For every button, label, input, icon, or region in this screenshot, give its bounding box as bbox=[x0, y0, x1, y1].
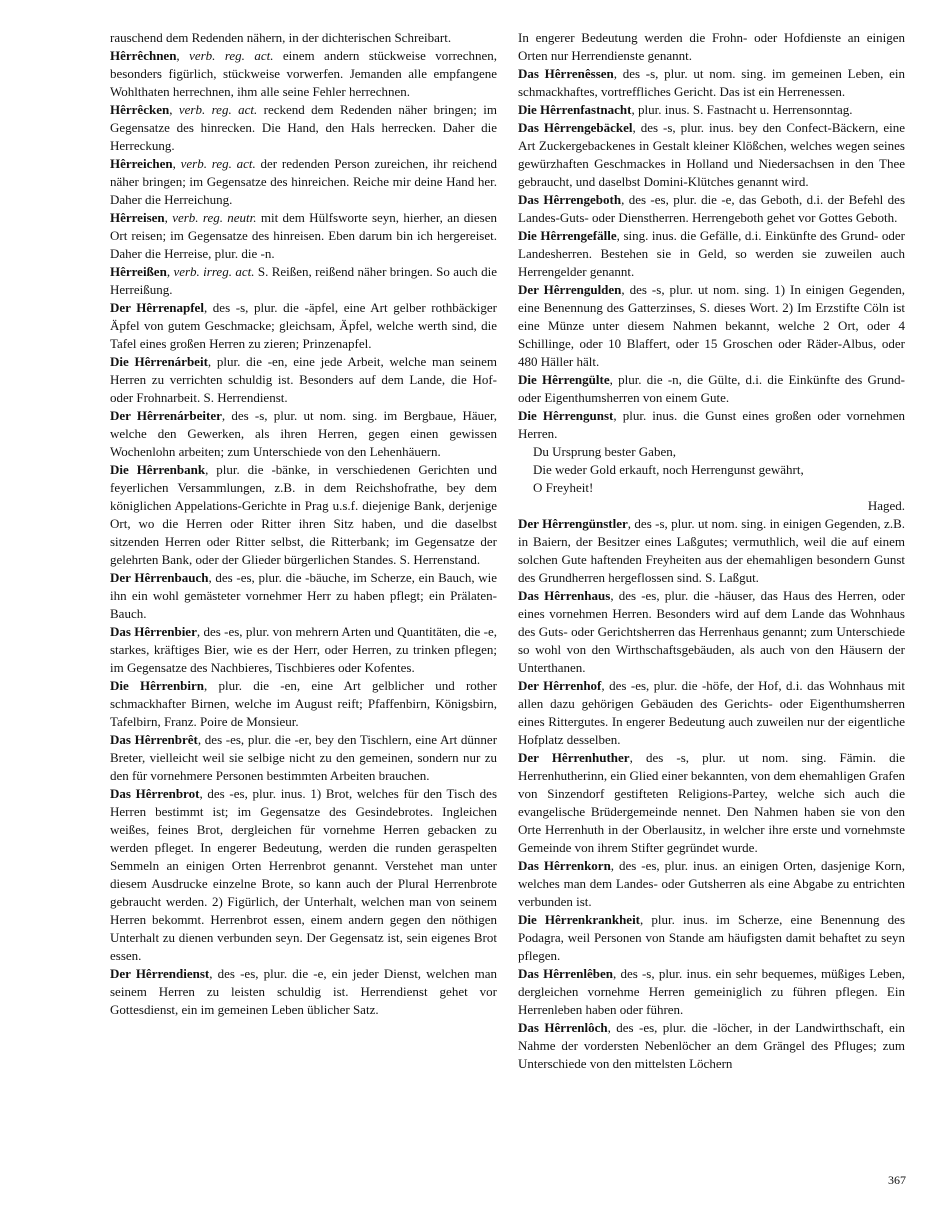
entry-definition: des -s, plur. ut nom. sing. im Bergbaue, Häuer, welche den Gewerken, als ihren Herren, gegen einen gewissen Wochenlohn arbeiten; zum Unterschiede von den Lehenhäuern. bbox=[110, 408, 498, 459]
entry-definition: mit dem Hülfsworte seyn, hierher, an diesen Ort reisen; im Gegensatze des hinreisen. Eben darum bin ich hergereiset. Daher die Herreise, plur. die -n. bbox=[110, 210, 498, 261]
entry-definition: des -s, plur. ut nom. sing. 1) In einigen Gegenden, eine Benennung des Gatterzinses, S. dieses Wort. 2) Im Erzstifte Cöln ist eine Münze unter diesem Nahmen bekannt, welche 2 Ort, oder 4 Schillinge, oder 10 Blaffert, oder 15 Groschen oder Räder-Albus, oder 480 Häller hält. bbox=[518, 282, 906, 369]
entry-headword: Das Hêrrengebäckel bbox=[518, 120, 633, 135]
quote-line: O Freyheit! bbox=[533, 480, 594, 495]
dictionary-entry: Hêrreisen, verb. reg. neutr. mit dem Hülfsworte seyn, hierher, an diesen Ort reisen; im Gegensatze des hinreisen. Eben darum bin ich hergereiset. Daher die Herreise, plur. die -n. bbox=[110, 210, 498, 261]
dictionary-entry: Hêrrêchnen, verb. reg. act. einem andern stückweise vorrechnen, besonders figürlich, stückweise vorwerfen. Jemanden alle empfangene Wohlthaten herrechnen, ihm alle seine Fehler herrechnen. bbox=[110, 48, 497, 99]
quote-line: Die weder Gold erkauft, noch Herrengunst gewährt, bbox=[533, 462, 804, 477]
dictionary-entry: Das Hêrrenkorn, des -es, plur. inus. an einigen Orten, dasjenige Korn, welches man dem Landes- oder Gutsherren als eine Abgabe zu entrichten verbunden ist. bbox=[518, 858, 905, 909]
entry-definition: des -es, plur. die -häuser, das Haus des Herren, oder eines vornehmen Herren. Besonders wird auf dem Lande das Wohnhaus des Guts- oder Gerichtsherren das Herrenhaus genannt; zum Unterschiede so wohl von den Wirthschaftsgebäuden, als auch von den Häusern der Unterthanen. bbox=[518, 588, 906, 675]
entry-headword: Hêrreisen bbox=[110, 210, 165, 225]
entry-headword: Hêrrêchnen bbox=[110, 48, 177, 63]
quote-source: Haged. bbox=[867, 498, 905, 513]
entry-definition: reckend dem Redenden näher bringen; im Gegensatze des hinrecken. Die Hand, den Hals herrecken. Daher die Herreckung. bbox=[110, 102, 498, 153]
right-column-top bbox=[518, 29, 905, 443]
entry-definition: des -s, plur. ut nom. sing. im gemeinen Leben, ein schmackhaftes, vortreffliches Gericht. Das ist ein Herrenessen. bbox=[518, 66, 905, 99]
entry-headword: Der Hêrrenapfel bbox=[110, 300, 204, 315]
entry-definition: des -es, plur. die -e, ein jeder Dienst, welchen man seinem Herren zu leisten schuldig ist. Herrendienst gehet vor Gottesdienst, ein im gemeinen Leben üblicher Satz. bbox=[110, 966, 498, 1017]
entry-definition: S. Reißen, reißend näher bringen. So auch die Herreißung. bbox=[110, 264, 498, 297]
dictionary-entry: Der Hêrrengulden, des -s, plur. ut nom. sing. 1) In einigen Gegenden, eine Benennung des Gatterzinses, S. dieses Wort. 2) Im Erzstifte Cöln ist eine Münze unter diesem Nahmen bekannt, welche 2 Ort, oder 4 Schillinge, oder 10 Blaffert, oder 15 Groschen oder Räder-Albus, oder 480 Häller hält. bbox=[518, 282, 906, 369]
entry-definition: plur. inus. im Scherze, eine Benennung des Podagra, weil Personen von Stande am häufigsten damit behaftet zu seyn pflegen. bbox=[518, 912, 906, 963]
entry-headword: Der Hêrrendienst bbox=[110, 966, 210, 981]
dictionary-entry: Die Hêrrenbirn, plur. die -en, eine Art gelblicher und rother schmackhafter Birnen, welche im August reift; Pfaffenbirn, Königsbirn, Tafelbirn, Franz. Poire de Monsieur. bbox=[110, 678, 498, 729]
entry-definition: des -s, plur. ut nom. sing. in einigen Gegenden, z.B. in Baiern, der Besitzer eines Laßgutes; vermuthlich, weil die auf einem solchen Gute haftenden Freyheiten aus der ehemahligen besondern Gunst des Grundherren hergeflossen sind. S. Laßgut. bbox=[518, 516, 905, 585]
entry-headword: Das Hêrrenlêben bbox=[518, 966, 613, 981]
dictionary-entry: Das Hêrrengebäckel, des -s, plur. inus. bey den Confect-Bäckern, eine Art Zuckergebackenes in Gestalt kleiner Klößchen, welches wegen seines gewürzhaften Geschmackes in Holland und Niedersachsen in den Thee gebraucht, und daselbst Domini-Klütches genannt wird. bbox=[518, 120, 905, 189]
entry-definition: des -s, plur. die -äpfel, eine Art gelber rothbäckiger Äpfel von gutem Geschmacke; gleichsam, Äpfel, welche werth sind, die Tafel eines großen Herren zu zieren; Prinzenapfel. bbox=[110, 300, 497, 351]
entry-definition: plur. die -en, eine Art gelblicher und rother schmackhafter Birnen, welche im August reift; Pfaffenbirn, Königsbirn, Tafelbirn, Franz. Poire de Monsieur. bbox=[110, 678, 498, 729]
entry-headword: Hêrreichen bbox=[110, 156, 173, 171]
entry-definition: plur. inus. S. Fastnacht u. Herrensonntag. bbox=[637, 102, 853, 117]
page-number: 367 bbox=[888, 1173, 906, 1187]
entry-headword: Der Hêrrengulden bbox=[518, 282, 622, 297]
right-column-bottom bbox=[518, 515, 905, 1073]
entry-grammar: verb. irreg. act. bbox=[173, 264, 255, 279]
dictionary-entry: Der Hêrrengünstler, des -s, plur. ut nom. sing. in einigen Gegenden, z.B. in Baiern, der Besitzer eines Laßgutes; vermuthlich, weil die auf einem solchen Gute haftenden Freyheiten aus der ehemahligen besondern Gunst des Grundherren hergeflossen sind. S. Laßgut. bbox=[518, 516, 905, 585]
entry-grammar: verb. reg. neutr. bbox=[172, 210, 257, 225]
entry-headword: Das Hêrrenbrêt bbox=[110, 732, 198, 747]
entry-definition: plur. die -bänke, in verschiedenen Gerichten und feyerlichen Versammlungen, z.B. in dem Reichshofrathe, bey dem königlichen Appelations-Gerichte in Prag u.s.f. diejenige Bank, derjenige Ort, wo die Herren oder Ritter ihren Sitz haben, und die daselbst sitzenden Herren oder Ritter selbst, die Ritterbank; im Gegensatze der gelehrten Bank, oder der Glieder bürgerlichen Standes. S. Herrenstand. bbox=[110, 462, 498, 567]
entry-definition: des -es, plur. inus. an einigen Orten, dasjenige Korn, welches man dem Landes- oder Gutsherren als eine Abgabe zu entrichten verbunden ist. bbox=[518, 858, 905, 909]
dictionary-entry: Die Hêrrenkrankheit, plur. inus. im Scherze, eine Benennung des Podagra, weil Personen von Stande am häufigsten damit behaftet zu seyn pflegen. bbox=[518, 912, 906, 963]
dictionary-entry: Hêrreißen, verb. irreg. act. S. Reißen, reißend näher bringen. So auch die Herreißung. bbox=[110, 264, 498, 297]
entry-definition: des -s, plur. ut nom. sing. Fämin. die Herrenhutherinn, ein Glied einer bekannten, von dem ehemahligen Grafen von Sinzendorf gestifteten Religions-Partey, welche sich auch die evangelische Brüdergemeinde nennet. Den Nahmen haben sie von den Orte Herrenhuth in der Oberlausitz, in welcher ihre erste und vornehmste Gemeinde von ihrem Stifter gegründet wurde. bbox=[518, 750, 905, 855]
dictionary-entry bbox=[110, 29, 497, 47]
dictionary-entry: Der Hêrrenbauch, des -es, plur. die -bäuche, im Scherze, ein Bauch, wie ihn ein wohl gemästeter vornehmer Herr zu haben pflegt; ein Prälaten-Bauch. bbox=[110, 570, 497, 621]
entry-definition: sing. inus. die Gefälle, d.i. Einkünfte des Grund- oder Landesherren. Bestehen sie in Geld, so werden sie zuweilen auch Herrengelder genannt. bbox=[518, 228, 905, 279]
entry-definition: des -es, plur. von mehrern Arten und Quantitäten, die -e, starkes, kräftiges Bier, wie es der Herr, oder Herren, zu trinken pflegen; im Gegensatze des Nachbieres, Tischbieres oder Kofentes. bbox=[110, 624, 497, 675]
entry-headword: Das Hêrrenkorn bbox=[518, 858, 611, 873]
entry-definition: des -es, plur. die -löcher, in der Landwirthschaft, ein Nahme der vordersten Nebenlöcher an dem Grängel des Pfluges; zum Unterschiede von den mittelsten Löchern bbox=[518, 1020, 906, 1071]
dictionary-entry: Die Hêrrenárbeit, plur. die -en, eine jede Arbeit, welche man seinem Herren zu verrichten schuldig ist. Besonders auf dem Lande, die Hof- oder Frohnarbeit. S. Herrendienst. bbox=[110, 354, 497, 405]
dictionary-entry: Hêrreichen, verb. reg. act. der redenden Person zureichen, ihr reichend näher bringen; im Gegensatze des hinreichen. Reiche mir deine Hand her. Daher die Herreichung. bbox=[110, 156, 498, 207]
entry-headword: Die Hêrrengefälle bbox=[518, 228, 617, 243]
dictionary-entry: Die Hêrrengülte, plur. die -n, die Gülte, d.i. die Einkünfte des Grund- oder Eigenthumsherren von einem Gute. bbox=[518, 372, 906, 405]
entry-grammar: verb. reg. act. bbox=[180, 156, 256, 171]
dictionary-entry: Das Hêrrenlôch, des -es, plur. die -löcher, in der Landwirthschaft, ein Nahme der vordersten Nebenlöcher an dem Grängel des Pfluges; zum Unterschiede von den mittelsten Löchern bbox=[518, 1020, 906, 1071]
entry-definition: In engerer Bedeutung werden die Frohn- oder Hofdienste an einigen Orten nur Herrendienste genannt. bbox=[518, 30, 905, 63]
entry-definition: einem andern stückweise vorrechnen, besonders figürlich, stückweise vorwerfen. Jemanden alle empfangene Wohlthaten herrechnen, ihm alle seine Fehler herrechnen. bbox=[110, 48, 497, 99]
quote-line: Du Ursprung bester Gaben, bbox=[533, 444, 676, 459]
entry-headword: Das Hêrrenbier bbox=[110, 624, 197, 639]
dictionary-entry: Der Hêrrendienst, des -es, plur. die -e, ein jeder Dienst, welchen man seinem Herren zu leisten schuldig ist. Herrendienst gehet vor Gottesdienst, ein im gemeinen Leben üblicher Satz. bbox=[110, 966, 498, 1017]
dictionary-entry: Der Hêrrenapfel, des -s, plur. die -äpfel, eine Art gelber rothbäckiger Äpfel von gutem Geschmacke; gleichsam, Äpfel, welche werth sind, die Tafel eines großen Herren zu zieren; Prinzenapfel. bbox=[110, 300, 497, 351]
entry-definition: des -es, plur. die -bäuche, im Scherze, ein Bauch, wie ihn ein wohl gemästeter vornehmer Herr zu haben pflegt; ein Prälaten-Bauch. bbox=[110, 570, 497, 621]
dictionary-entry: Die Hêrrengunst, plur. inus. die Gunst eines großen oder vornehmen Herren. bbox=[518, 408, 905, 441]
entry-headword: Das Hêrrenêssen bbox=[518, 66, 614, 81]
entry-definition: rauschend dem Redenden nähern, in der dichterischen Schreibart. bbox=[110, 30, 452, 45]
dictionary-entry: Das Hêrrenbrêt, des -es, plur. die -er, bey den Tischlern, eine Art dünner Breter, vielleicht weil sie selbige nicht zu den gemeinen, sondern nur zu den für vornehmere Personen bestimmten Arbeiten brauchen. bbox=[110, 732, 498, 783]
entry-headword: Die Hêrrenbank bbox=[110, 462, 206, 477]
dictionary-entry: Der Hêrrenhof, des -es, plur. die -höfe, der Hof, d.i. das Wohnhaus mit allen dazu gehörigen Gebäuden des Gerichts- oder Eigenthumsherren eines Rittergutes. In engerer Bedeutung auch zuweilen nur der eigentliche Hofplatz desselben. bbox=[518, 678, 905, 747]
dictionary-entry: Der Hêrrenárbeiter, des -s, plur. ut nom. sing. im Bergbaue, Häuer, welche den Gewerken, als ihren Herren, gegen einen gewissen Wochenlohn arbeiten; zum Unterschiede von den Lehenhäuern. bbox=[110, 408, 498, 459]
entry-definition: des -s, plur. inus. bey den Confect-Bäckern, eine Art Zuckergebackenes in Gestalt kleiner Klößchen, welches wegen seines gewürzhaften Geschmackes in Holland und Niedersachsen in den Thee gebraucht, und daselbst Domini-Klütches genannt wird. bbox=[518, 120, 905, 189]
dictionary-entry: Das Hêrrenbier, des -es, plur. von mehrern Arten und Quantitäten, die -e, starkes, kräftiges Bier, wie es der Herr, oder Herren, zu trinken pflegen; im Gegensatze des Nachbieres, Tischbieres oder Kofentes. bbox=[110, 624, 497, 675]
entry-definition: plur. die -n, die Gülte, d.i. die Einkünfte des Grund- oder Eigenthumsherren von einem Gute. bbox=[518, 372, 906, 405]
entry-headword: Der Hêrrenbauch bbox=[110, 570, 209, 585]
right-column bbox=[518, 29, 905, 1073]
dictionary-entry: Die Hêrrengefälle, sing. inus. die Gefälle, d.i. Einkünfte des Grund- oder Landesherren. Bestehen sie in Geld, so werden sie zuweilen auch Herrengelder genannt. bbox=[518, 228, 905, 279]
entry-headword: Hêrreißen bbox=[110, 264, 167, 279]
entry-headword: Der Hêrrengünstler bbox=[518, 516, 628, 531]
entry-headword: Die Hêrrenárbeit bbox=[110, 354, 208, 369]
dictionary-entry: Hêrrêcken, verb. reg. act. reckend dem Redenden näher bringen; im Gegensatze des hinrecken. Die Hand, den Hals herrecken. Daher die Herreckung. bbox=[110, 102, 498, 153]
dictionary-entry: Der Hêrrenhuther, des -s, plur. ut nom. sing. Fämin. die Herrenhutherinn, ein Glied einer bekannten, von dem ehemahligen Grafen von Sinzendorf gestifteten Religions-Partey, welche sich auch die evangelische Brüdergemeinde nennet. Den Nahmen haben sie von den Orte Herrenhuth in der Oberlausitz, in welcher ihre erste und vornehmste Gemeinde von ihrem Stifter gegründet wurde. bbox=[518, 750, 905, 855]
entry-headword: Hêrrêcken bbox=[110, 102, 170, 117]
entry-definition: des -s, plur. inus. ein sehr bequemes, müßiges Leben, dergleichen vornehme Herren gemeiniglich zu führen pflegen. Ein Herrenleben haben oder führen. bbox=[518, 966, 906, 1017]
entry-headword: Die Hêrrenbirn bbox=[110, 678, 205, 693]
dictionary-entry: Das Hêrrenbrot, des -es, plur. inus. 1) Brot, welches für den Tisch des Herren bestimmt ist; im Gegensatze des Gesindebrotes. Ingleichen weißes, feines Brot, dergleichen für vornehme Herren gebacken zu werden pfleget. In engerer Bedeutung, werden die runden geraspelten Semmeln an einigen Orten Herrenbrot genannt. Verstehet man unter diesem Ausdrucke einzelne Brote, so kann auch der Plural Herrenbrote gebraucht werden. 2) Figürlich, der Unterhalt, welchen man von seinem Herren bekommt. Herrenbrot essen, einem andern gegen den nöthigen Unterhalt zu dienen verbunden seyn. Der Gegensatz ist, sein eigenes Brot essen. bbox=[110, 786, 498, 963]
dictionary-entry: Das Hêrrenlêben, des -s, plur. inus. ein sehr bequemes, müßiges Leben, dergleichen vornehme Herren gemeiniglich zu führen pflegen. Ein Herrenleben haben oder führen. bbox=[518, 966, 906, 1017]
entry-definition: des -es, plur. die -höfe, der Hof, d.i. das Wohnhaus mit allen dazu gehörigen Gebäuden des Gerichts- oder Eigenthumsherren eines Rittergutes. In engerer Bedeutung auch zuweilen nur der eigentliche Hofplatz desselben. bbox=[518, 678, 905, 747]
entry-definition: des -es, plur. inus. 1) Brot, welches für den Tisch des Herren bestimmt ist; im Gegensatze des Gesindebrotes. Ingleichen weißes, feines Brot, dergleichen für vornehme Herren gebacken zu werden pfleget. In engerer Bedeutung, werden die runden geraspelten Semmeln an einigen Orten Herrenbrot genannt. Verstehet man unter diesem Ausdrucke einzelne Brote, so kann auch der Plural Herrenbrote gebraucht werden. 2) Figürlich, der Unterhalt, welchen man von seinem Herren bekommt. Herrenbrot essen, einem andern gegen den nöthigen Unterhalt zu dienen verbunden seyn. Der Gegensatz ist, sein eigenes Brot essen. bbox=[110, 786, 498, 963]
entry-headword: Die Hêrrengunst bbox=[518, 408, 614, 423]
entry-grammar: verb. reg. act. bbox=[189, 48, 274, 63]
dictionary-entry: Die Hêrrenfastnacht, plur. inus. S. Fastnacht u. Herrensonntag. bbox=[518, 102, 853, 117]
verse-quote bbox=[533, 443, 905, 497]
entry-grammar: verb. reg. act. bbox=[178, 102, 258, 117]
entry-definition: des -es, plur. die -er, bey den Tischlern, eine Art dünner Breter, vielleicht weil sie selbige nicht zu den gemeinen, sondern nur zu den für vornehmere Personen bestimmten Arbeiten brauchen. bbox=[110, 732, 498, 783]
entry-headword: Die Hêrrengülte bbox=[518, 372, 610, 387]
dictionary-entry: Das Hêrrengeboth, des -es, plur. die -e, das Geboth, d.i. der Befehl des Landes-Guts- oder Dienstherren. Herrengeboth gehet vor Gottes Geboth. bbox=[518, 192, 906, 225]
entry-definition: des -es, plur. die -e, das Geboth, d.i. der Befehl des Landes-Guts- oder Dienstherren. Herrengeboth gehet vor Gottes Geboth. bbox=[518, 192, 906, 225]
left-column bbox=[110, 29, 497, 1019]
entry-definition: plur. die -en, eine jede Arbeit, welche man seinem Herren zu verrichten schuldig ist. Besonders auf dem Lande, die Hof- oder Frohnarbeit. S. Herrendienst. bbox=[110, 354, 497, 405]
entry-headword: Der Hêrrenárbeiter bbox=[110, 408, 222, 423]
entry-definition: plur. inus. die Gunst eines großen oder vornehmen Herren. bbox=[518, 408, 905, 441]
dictionary-entry: Die Hêrrenbank, plur. die -bänke, in verschiedenen Gerichten und feyerlichen Versammlungen, z.B. in dem Reichshofrathe, bey dem königlichen Appelations-Gerichte in Prag u.s.f. diejenige Bank, derjenige Ort, wo die Herren oder Ritter ihren Sitz haben, und die daselbst sitzenden Herren oder Ritter selbst, die Ritterbank; im Gegensatze der gelehrten Bank, oder der Glieder bürgerlichen Standes. S. Herrenstand. bbox=[110, 462, 498, 567]
entry-headword: Die Hêrrenfastnacht bbox=[518, 102, 632, 117]
entry-headword: Das Hêrrengeboth bbox=[518, 192, 622, 207]
dictionary-entry: Das Hêrrenêssen, des -s, plur. ut nom. sing. im gemeinen Leben, ein schmackhaftes, vortreffliches Gericht. Das ist ein Herrenessen. bbox=[518, 66, 905, 99]
dictionary-entry: Das Hêrrenhaus, des -es, plur. die -häuser, das Haus des Herren, oder eines vornehmen Herren. Besonders wird auf dem Lande das Wohnhaus des Guts- oder Gerichtsherren das Herrenhaus genannt; zum Unterschiede so wohl von den Wirthschaftsgebäuden, als auch von den Häusern der Unterthanen. bbox=[518, 588, 906, 675]
entry-headword: Das Hêrrenhaus bbox=[518, 588, 611, 603]
entry-headword: Das Hêrrenlôch bbox=[518, 1020, 608, 1035]
entry-definition: der redenden Person zureichen, ihr reichend näher bringen; im Gegensatze des hinreichen. Reiche mir deine Hand her. Daher die Herreichung. bbox=[110, 156, 498, 207]
entry-headword: Das Hêrrenbrot bbox=[110, 786, 200, 801]
entry-headword: Der Hêrrenhof bbox=[518, 678, 602, 693]
entry-headword: Der Hêrrenhuther bbox=[518, 750, 630, 765]
entry-headword: Die Hêrrenkrankheit bbox=[518, 912, 641, 927]
dictionary-entry bbox=[518, 29, 905, 65]
